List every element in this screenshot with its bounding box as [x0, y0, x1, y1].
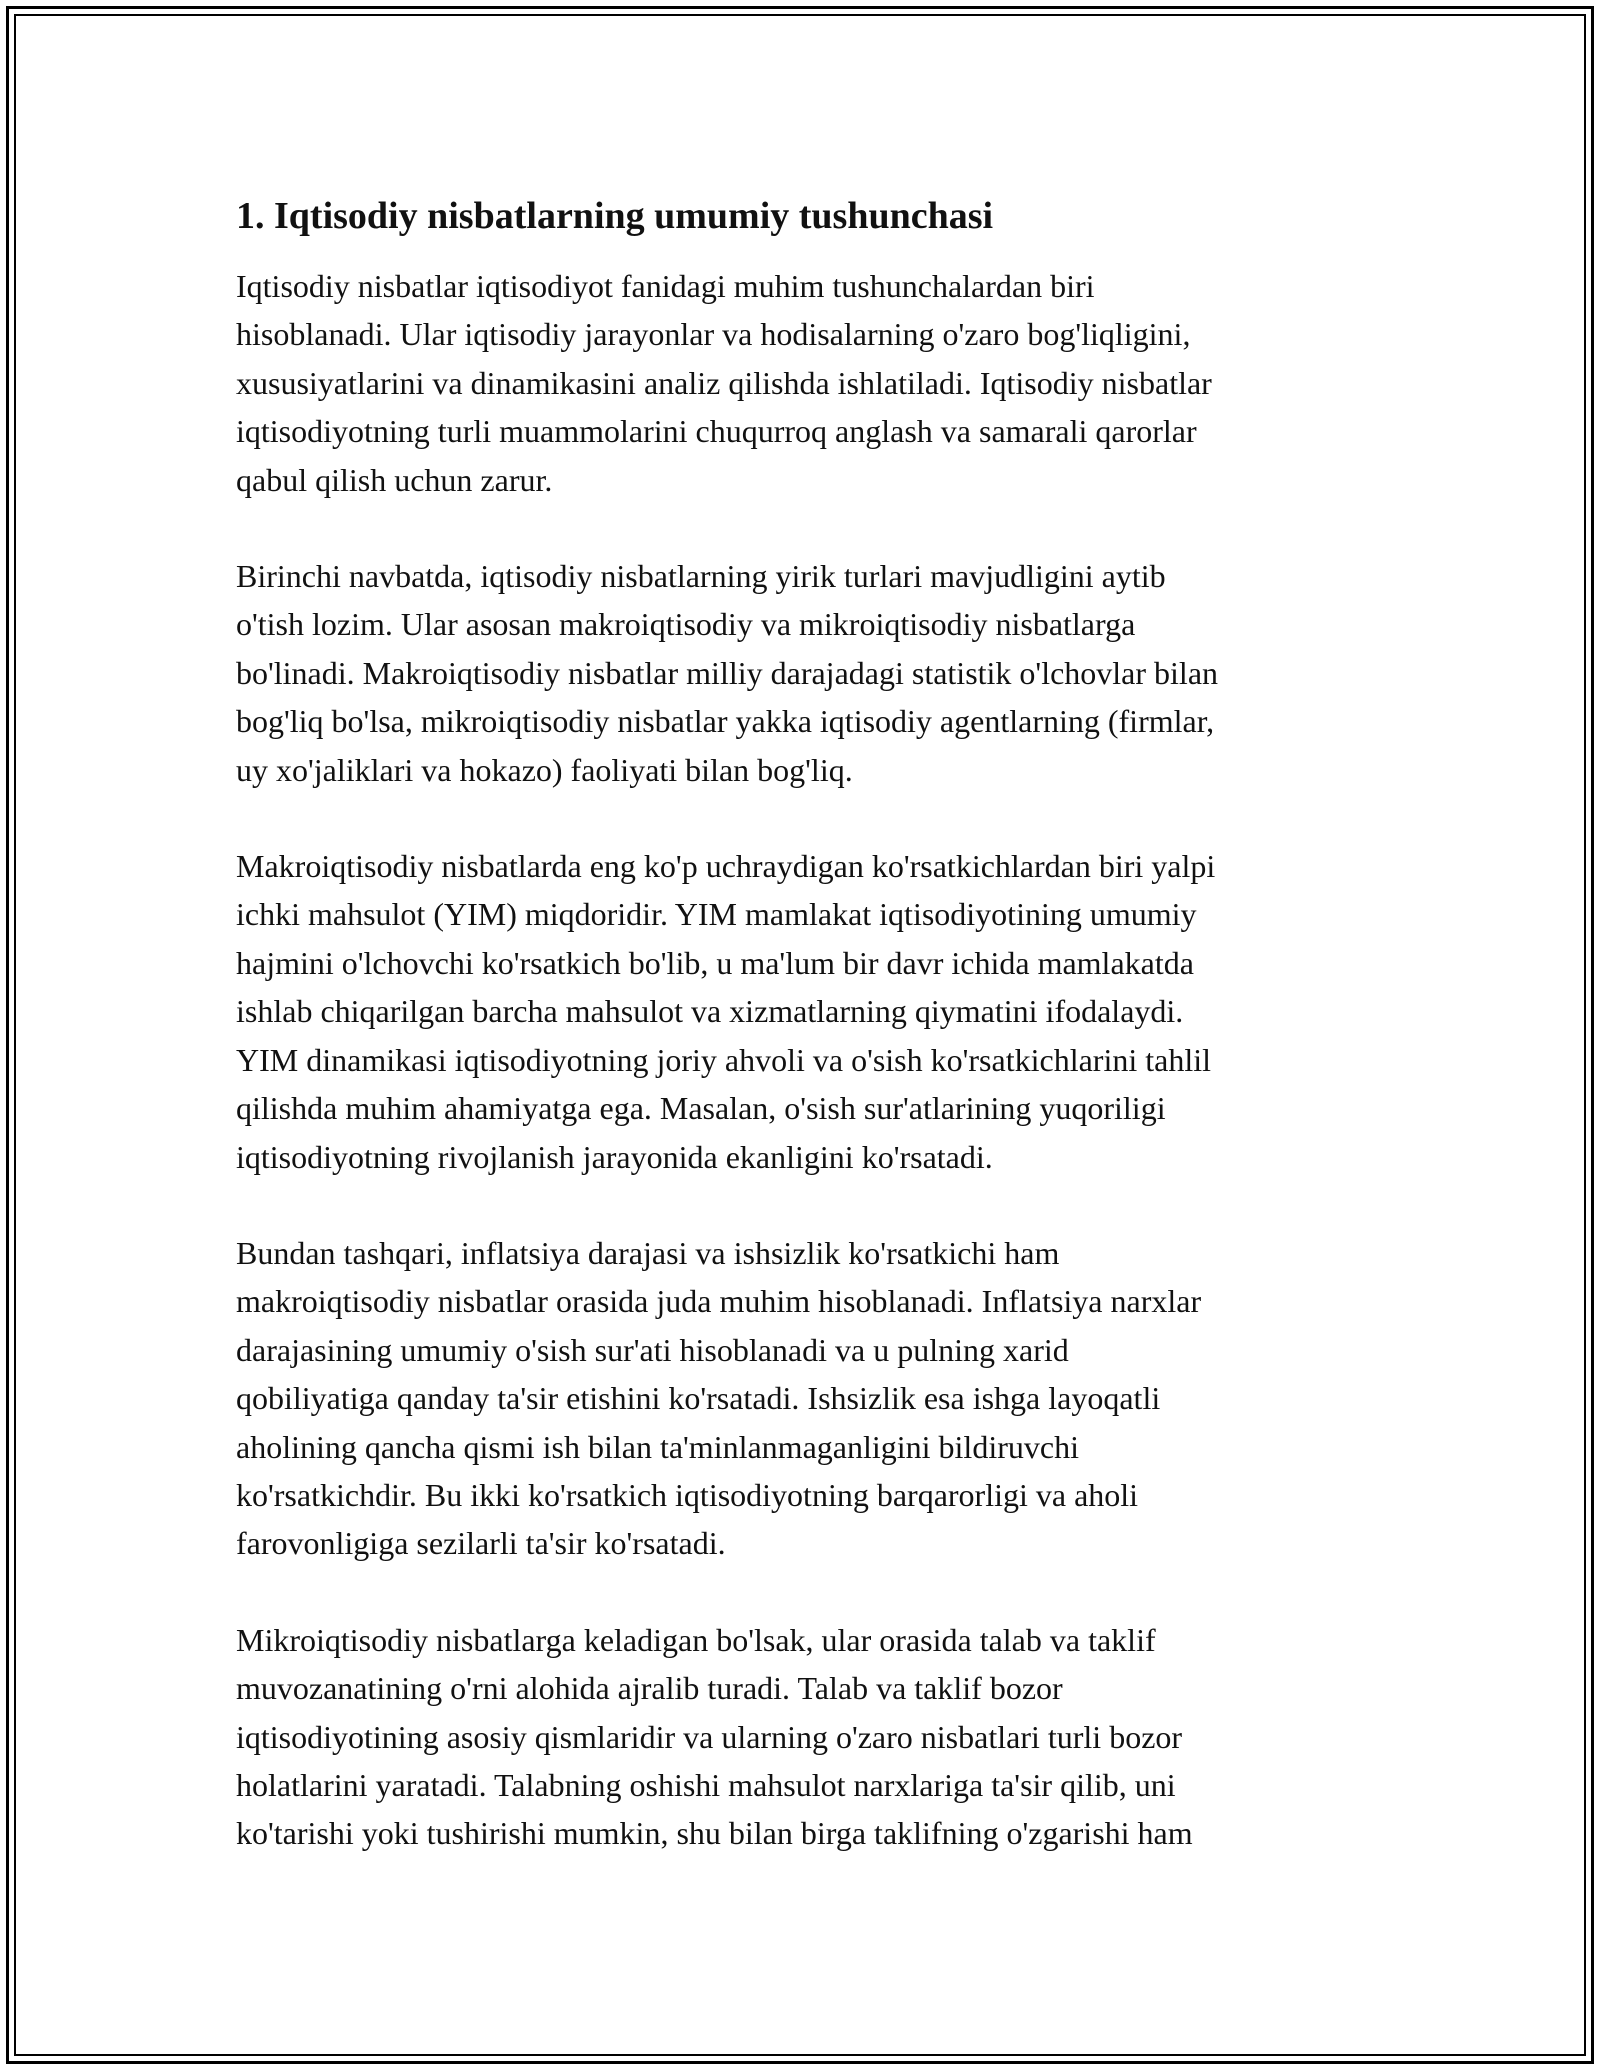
- paragraph-line: hisoblanadi. Ular iqtisodiy jarayonlar va hodisalarning o'zaro bog'liqligini,: [236, 316, 1191, 353]
- paragraph-line: hajmini o'lchovchi ko'rsatkich bo'lib, u ma'lum bir davr ichida mamlakatda: [236, 944, 1194, 981]
- paragraph-line: Iqtisodiy nisbatlar iqtisodiyot fanidagi muhim tushunchalardan biri: [236, 268, 1095, 304]
- paragraph-line: uy xo'jaliklari va hokazo) faoliyati bilan bog'liq.: [236, 751, 853, 788]
- paragraph-2: [236, 552, 1366, 794]
- paragraph-line: iqtisodiyotning turli muammolarini chuqurroq anglash va samarali qarorlar: [236, 413, 1197, 450]
- paragraph-line: ko'rsatkichdir. Bu ikki ko'rsatkich iqtisodiyotning barqarorligi va aholi: [236, 1476, 1139, 1513]
- paragraph-1: [236, 262, 1366, 504]
- document-body: [236, 190, 1366, 1906]
- paragraph-line: Bundan tashqari, inflatsiya darajasi va ishsizlik ko'rsatkichi ham: [236, 1234, 1060, 1271]
- paragraph-line: bog'liq bo'lsa, mikroiqtisodiy nisbatlar yakka iqtisodiy agentlarning (firmlar,: [236, 703, 1215, 740]
- paragraph-4: [236, 1229, 1366, 1568]
- paragraph-line: ko'tarishi yoki tushirishi mumkin, shu bilan birga taklifning o'zgarishi ham: [236, 1815, 1193, 1852]
- paragraph-line: holatlarini yaratadi. Talabning oshishi mahsulot narxlariga ta'sir qilib, uni: [236, 1766, 1176, 1803]
- paragraph-line: ichki mahsulot (YIM) miqdoridir. YIM mamlakat iqtisodiyotining umumiy: [236, 896, 1197, 933]
- paragraph-line: xususiyatlarini va dinamikasini analiz qilishda ishlatiladi. Iqtisodiy nisbatlar: [236, 364, 1212, 401]
- paragraph-line: darajasining umumiy o'sish sur'ati hisoblanadi va u pulning xarid: [236, 1331, 1069, 1368]
- paragraph-line: Mikroiqtisodiy nisbatlarga keladigan bo'lsak, ular orasida talab va taklif: [236, 1621, 1156, 1658]
- paragraph-line: muvozanatining o'rni alohida ajralib turadi. Talab va taklif bozor: [236, 1670, 1063, 1707]
- paragraph-line: Makroiqtisodiy nisbatlarda eng ko'p uchraydigan ko'rsatkichlardan biri yalpi: [236, 848, 1216, 885]
- paragraph-line: bo'linadi. Makroiqtisodiy nisbatlar milliy darajadagi statistik o'lchovlar bilan: [236, 654, 1219, 691]
- paragraph-line: Birinchi navbatda, iqtisodiy nisbatlarning yirik turlari mavjudligini aytib: [236, 558, 1166, 595]
- paragraph-line: qobiliyatiga qanday ta'sir etishini ko'rsatadi. Ishsizlik esa ishga layoqatli: [236, 1380, 1161, 1417]
- paragraph-3: [236, 842, 1366, 1181]
- paragraph-line: YIM dinamikasi iqtisodiyotning joriy ahvoli va o'sish ko'rsatkichlarini tahlil: [236, 1041, 1211, 1078]
- paragraph-line: qabul qilish uchun zarur.: [236, 461, 553, 498]
- paragraph-line: ishlab chiqarilgan barcha mahsulot va xizmatlarning qiymatini ifodalaydi.: [236, 993, 1184, 1030]
- paragraph-5: [236, 1616, 1366, 1858]
- section-heading: 1. Iqtisodiy nisbatlarning umumiy tushunchasi: [236, 195, 994, 237]
- paragraph-line: o'tish lozim. Ular asosan makroiqtisodiy va mikroiqtisodiy nisbatlarga: [236, 606, 1136, 643]
- paragraph-line: qilishda muhim ahamiyatga ega. Masalan, o'sish sur'atlarining yuqoriligi: [236, 1090, 1166, 1127]
- paragraph-line: iqtisodiyotining asosiy qismlaridir va ularning o'zaro nisbatlari turli bozor: [236, 1718, 1183, 1755]
- paragraph-line: aholining qancha qismi ish bilan ta'minlanmaganligini bildiruvchi: [236, 1428, 1079, 1465]
- paragraph-line: farovonligiga sezilarli ta'sir ko'rsatadi.: [236, 1525, 726, 1562]
- paragraph-line: iqtisodiyotning rivojlanish jarayonida ekanligini ko'rsatadi.: [236, 1138, 993, 1175]
- paragraph-line: makroiqtisodiy nisbatlar orasida juda muhim hisoblanadi. Inflatsiya narxlar: [236, 1283, 1202, 1320]
